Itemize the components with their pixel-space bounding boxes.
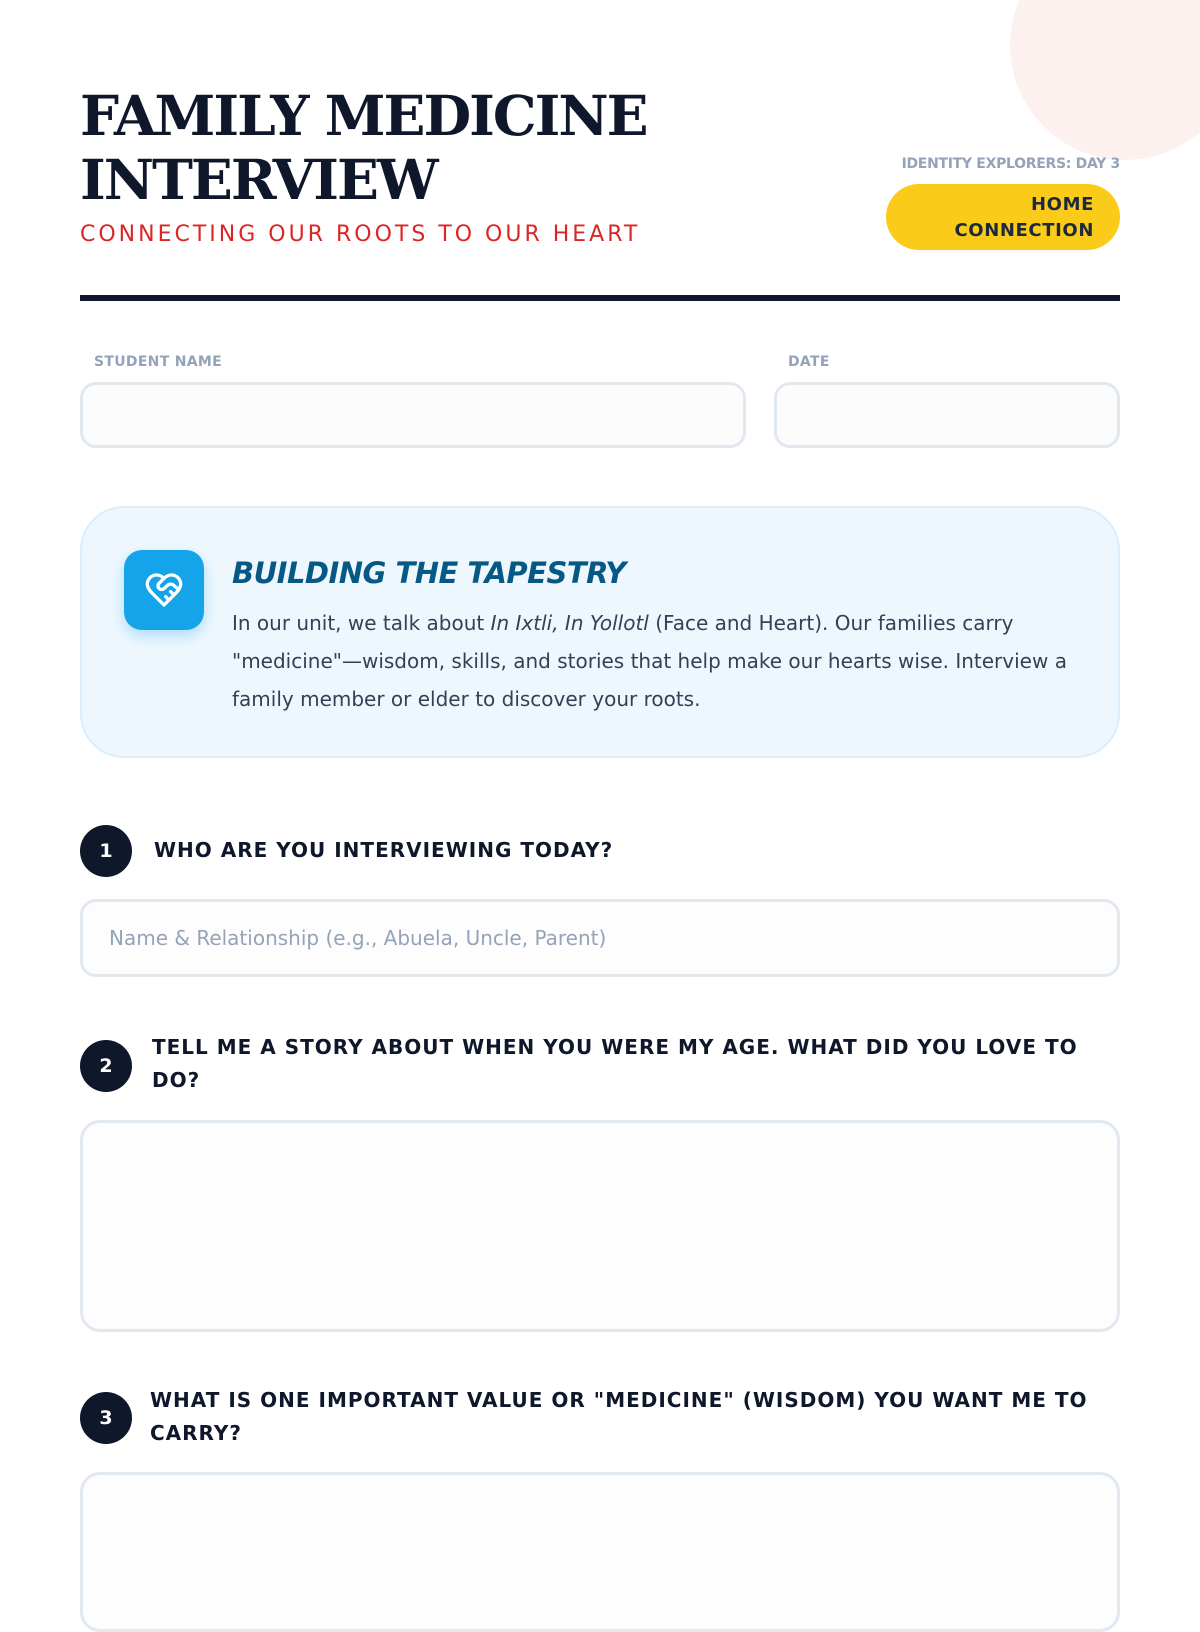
- title-line-2: INTERVIEW: [80, 147, 437, 212]
- unit-day-label: IDENTITY EXPLORERS: DAY 3: [901, 156, 1120, 172]
- question-3: [80, 1388, 1120, 1600]
- header-meta: [886, 156, 1120, 250]
- date-group: [774, 354, 1120, 448]
- question-text: WHO ARE YOU INTERVIEWING TODAY?: [154, 838, 614, 862]
- info-callout: [80, 506, 1120, 758]
- question-number-badge: 3: [80, 1392, 132, 1444]
- question-1: [80, 825, 1120, 985]
- student-info-row: [80, 354, 1120, 454]
- student-name-group: [80, 354, 746, 448]
- title-block: [80, 84, 647, 247]
- question-number-badge: 2: [80, 1040, 132, 1092]
- header-divider: [80, 295, 1120, 301]
- callout-heading: BUILDING THE TAPESTRY: [232, 556, 626, 590]
- badge-line-1: HOME: [1031, 194, 1094, 215]
- interviewee-name-input[interactable]: [80, 899, 1120, 977]
- question-2: [80, 1035, 1120, 1335]
- student-name-label: STUDENT NAME: [94, 354, 222, 370]
- worksheet-page: [80, 0, 1120, 1445]
- date-label: DATE: [788, 354, 830, 370]
- question-text: TELL ME A STORY ABOUT WHEN YOU WERE MY AGE. WHAT DID YOU LOVE TO DO?: [152, 1035, 1078, 1092]
- home-connection-badge: [886, 184, 1120, 250]
- page-subtitle: CONNECTING OUR ROOTS TO OUR HEART: [80, 222, 641, 247]
- date-input[interactable]: [774, 382, 1120, 448]
- callout-body-rest: (Face and Heart). Our families carry "medicine"—wisdom, skills, and stories that help make our hearts wise. Interview a family member or elder to discover your roots.: [232, 611, 1067, 711]
- question-text: WHAT IS ONE IMPORTANT VALUE OR "MEDICINE" (WISDOM) YOU WANT ME TO CARRY?: [150, 1388, 1088, 1445]
- heart-handshake-icon: [124, 550, 204, 630]
- title-line-1: FAMILY MEDICINE: [80, 83, 647, 148]
- worksheet-header: [80, 0, 1120, 300]
- badge-line-2: CONNECTION: [954, 220, 1094, 241]
- question-number-badge: 1: [80, 825, 132, 877]
- callout-body-emphasis: In Ixtli, In Yollotl: [490, 611, 649, 635]
- page-title: [80, 84, 647, 212]
- callout-body: [232, 604, 1082, 718]
- value-answer-textarea[interactable]: [80, 1472, 1120, 1632]
- callout-body-intro: In our unit, we talk about: [232, 611, 491, 635]
- story-answer-textarea[interactable]: [80, 1120, 1120, 1332]
- student-name-input[interactable]: [80, 382, 746, 448]
